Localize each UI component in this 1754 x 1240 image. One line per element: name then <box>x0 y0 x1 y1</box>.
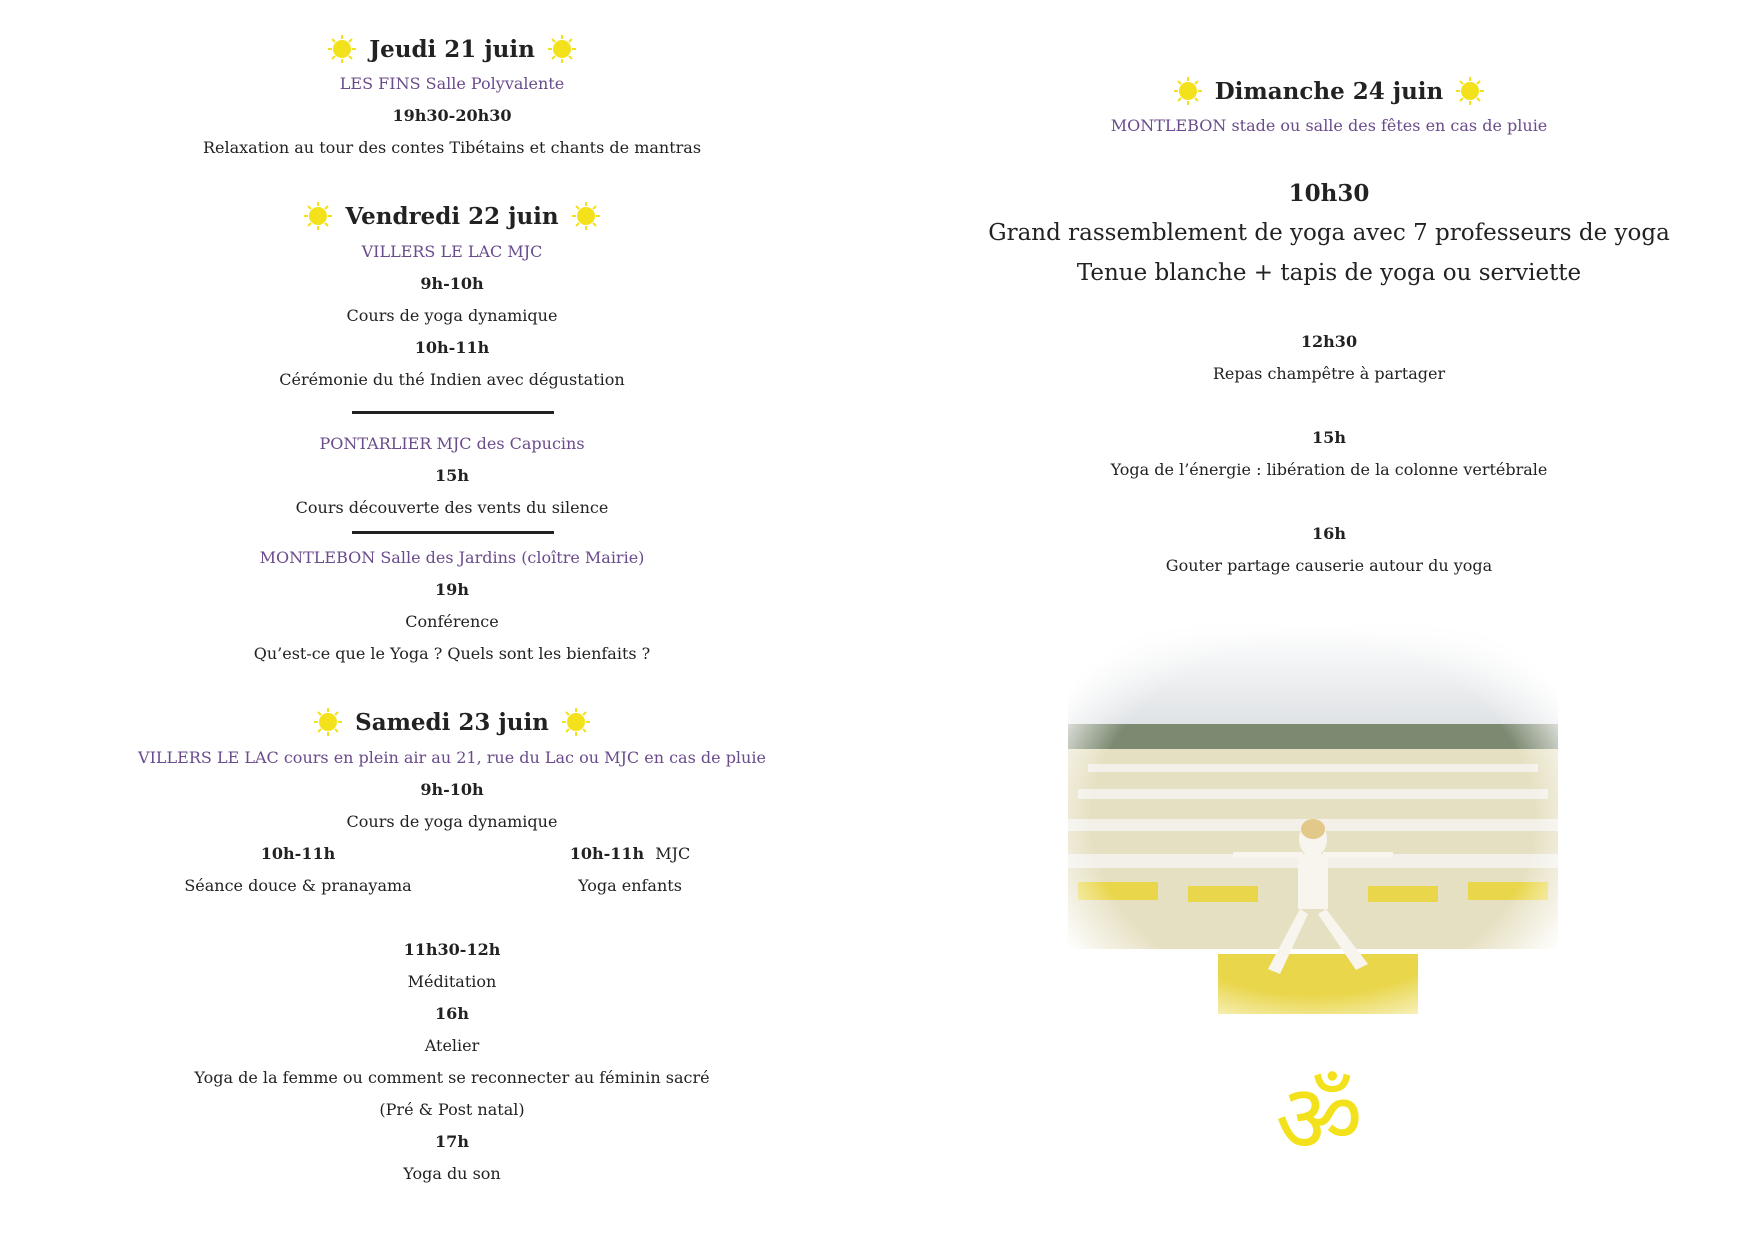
sun-icon <box>303 201 333 231</box>
sun-icon <box>1455 76 1485 106</box>
activity-label: Yoga de l’énergie : libération de la colonne vertébrale <box>1110 460 1548 479</box>
time-label: 16h <box>435 1004 469 1023</box>
yoga-gathering-photo <box>1068 624 1558 1014</box>
activity-label: Relaxation au tour des contes Tibétains et chants de mantras <box>202 138 702 157</box>
activity-label: Cours de yoga dynamique <box>346 812 558 831</box>
activity-label: Cérémonie du thé Indien avec dégustation <box>279 370 625 389</box>
sun-icon <box>313 707 343 737</box>
time-label: 15h <box>1312 428 1346 447</box>
time-label: 10h-11h <box>569 844 645 863</box>
sun-icon <box>561 707 591 737</box>
time-label: 10h30 <box>1288 180 1370 207</box>
divider <box>352 531 554 534</box>
time-label: 12h30 <box>1300 332 1358 351</box>
time-label: 9h-10h <box>420 780 484 799</box>
time-label: 17h <box>435 1132 469 1151</box>
activity-label: Méditation <box>407 972 497 991</box>
activity-label: Cours de yoga dynamique <box>346 306 558 325</box>
time-label: 9h-10h <box>420 274 484 293</box>
sun-icon <box>571 201 601 231</box>
activity-label: Repas champêtre à partager <box>1212 364 1446 383</box>
venue-label: PONTARLIER MJC des Capucins <box>319 434 585 453</box>
activity-label: Yoga enfants <box>578 876 682 895</box>
activity-label-large: Grand rassemblement de yoga avec 7 professeurs de yoga <box>988 220 1670 246</box>
svg-text:ॐ: ॐ <box>1275 1063 1363 1170</box>
activity-label: Conférence <box>405 612 499 631</box>
venue-label: MONTLEBON stade ou salle des fêtes en cas de pluie <box>1110 116 1548 135</box>
om-icon <box>1264 1060 1374 1170</box>
activity-label: Gouter partage causerie autour du yoga <box>1165 556 1493 575</box>
activity-label: Séance douce & pranayama <box>184 876 412 895</box>
day-heading-thursday <box>0 34 904 64</box>
activity-label: Yoga de la femme ou comment se reconnecter au féminin sacré <box>194 1068 710 1087</box>
time-label: 16h <box>1312 524 1346 543</box>
day-heading-sunday <box>904 76 1754 106</box>
day-heading-friday <box>0 201 904 231</box>
activity-label: (Pré & Post natal) <box>379 1100 525 1119</box>
activity-label: Cours découverte des vents du silence <box>295 498 609 517</box>
sun-icon <box>327 34 357 64</box>
time-label: 10h-11h <box>260 844 336 863</box>
venue-label: VILLERS LE LAC MJC <box>361 242 543 261</box>
venue-label: LES FINS Salle Polyvalente <box>339 74 565 93</box>
divider <box>352 411 554 414</box>
venue-label: MONTLEBON Salle des Jardins (cloître Mairie) <box>259 548 645 567</box>
day-title: Jeudi 21 juin <box>369 35 535 63</box>
time-label: 10h-11h <box>414 338 490 357</box>
venue-label: VILLERS LE LAC cours en plein air au 21, rue du Lac ou MJC en cas de pluie <box>138 748 766 767</box>
time-label: 19h <box>435 580 469 599</box>
time-venue-label <box>500 844 760 863</box>
activity-label: Qu’est-ce que le Yoga ? Quels sont les bienfaits ? <box>253 644 651 663</box>
venue-inline: MJC <box>655 844 691 863</box>
day-title: Vendredi 22 juin <box>345 202 559 230</box>
sun-icon <box>547 34 577 64</box>
day-heading-saturday <box>0 707 904 737</box>
activity-label: Atelier <box>424 1036 480 1055</box>
time-label: 19h30-20h30 <box>392 106 512 125</box>
time-label: 15h <box>435 466 469 485</box>
time-label: 11h30-12h <box>403 940 501 959</box>
activity-label-large: Tenue blanche + tapis de yoga ou serviette <box>1076 260 1582 286</box>
day-title: Dimanche 24 juin <box>1214 77 1444 105</box>
sun-icon <box>1173 76 1203 106</box>
activity-label: Yoga du son <box>403 1164 501 1183</box>
day-title: Samedi 23 juin <box>355 708 549 736</box>
